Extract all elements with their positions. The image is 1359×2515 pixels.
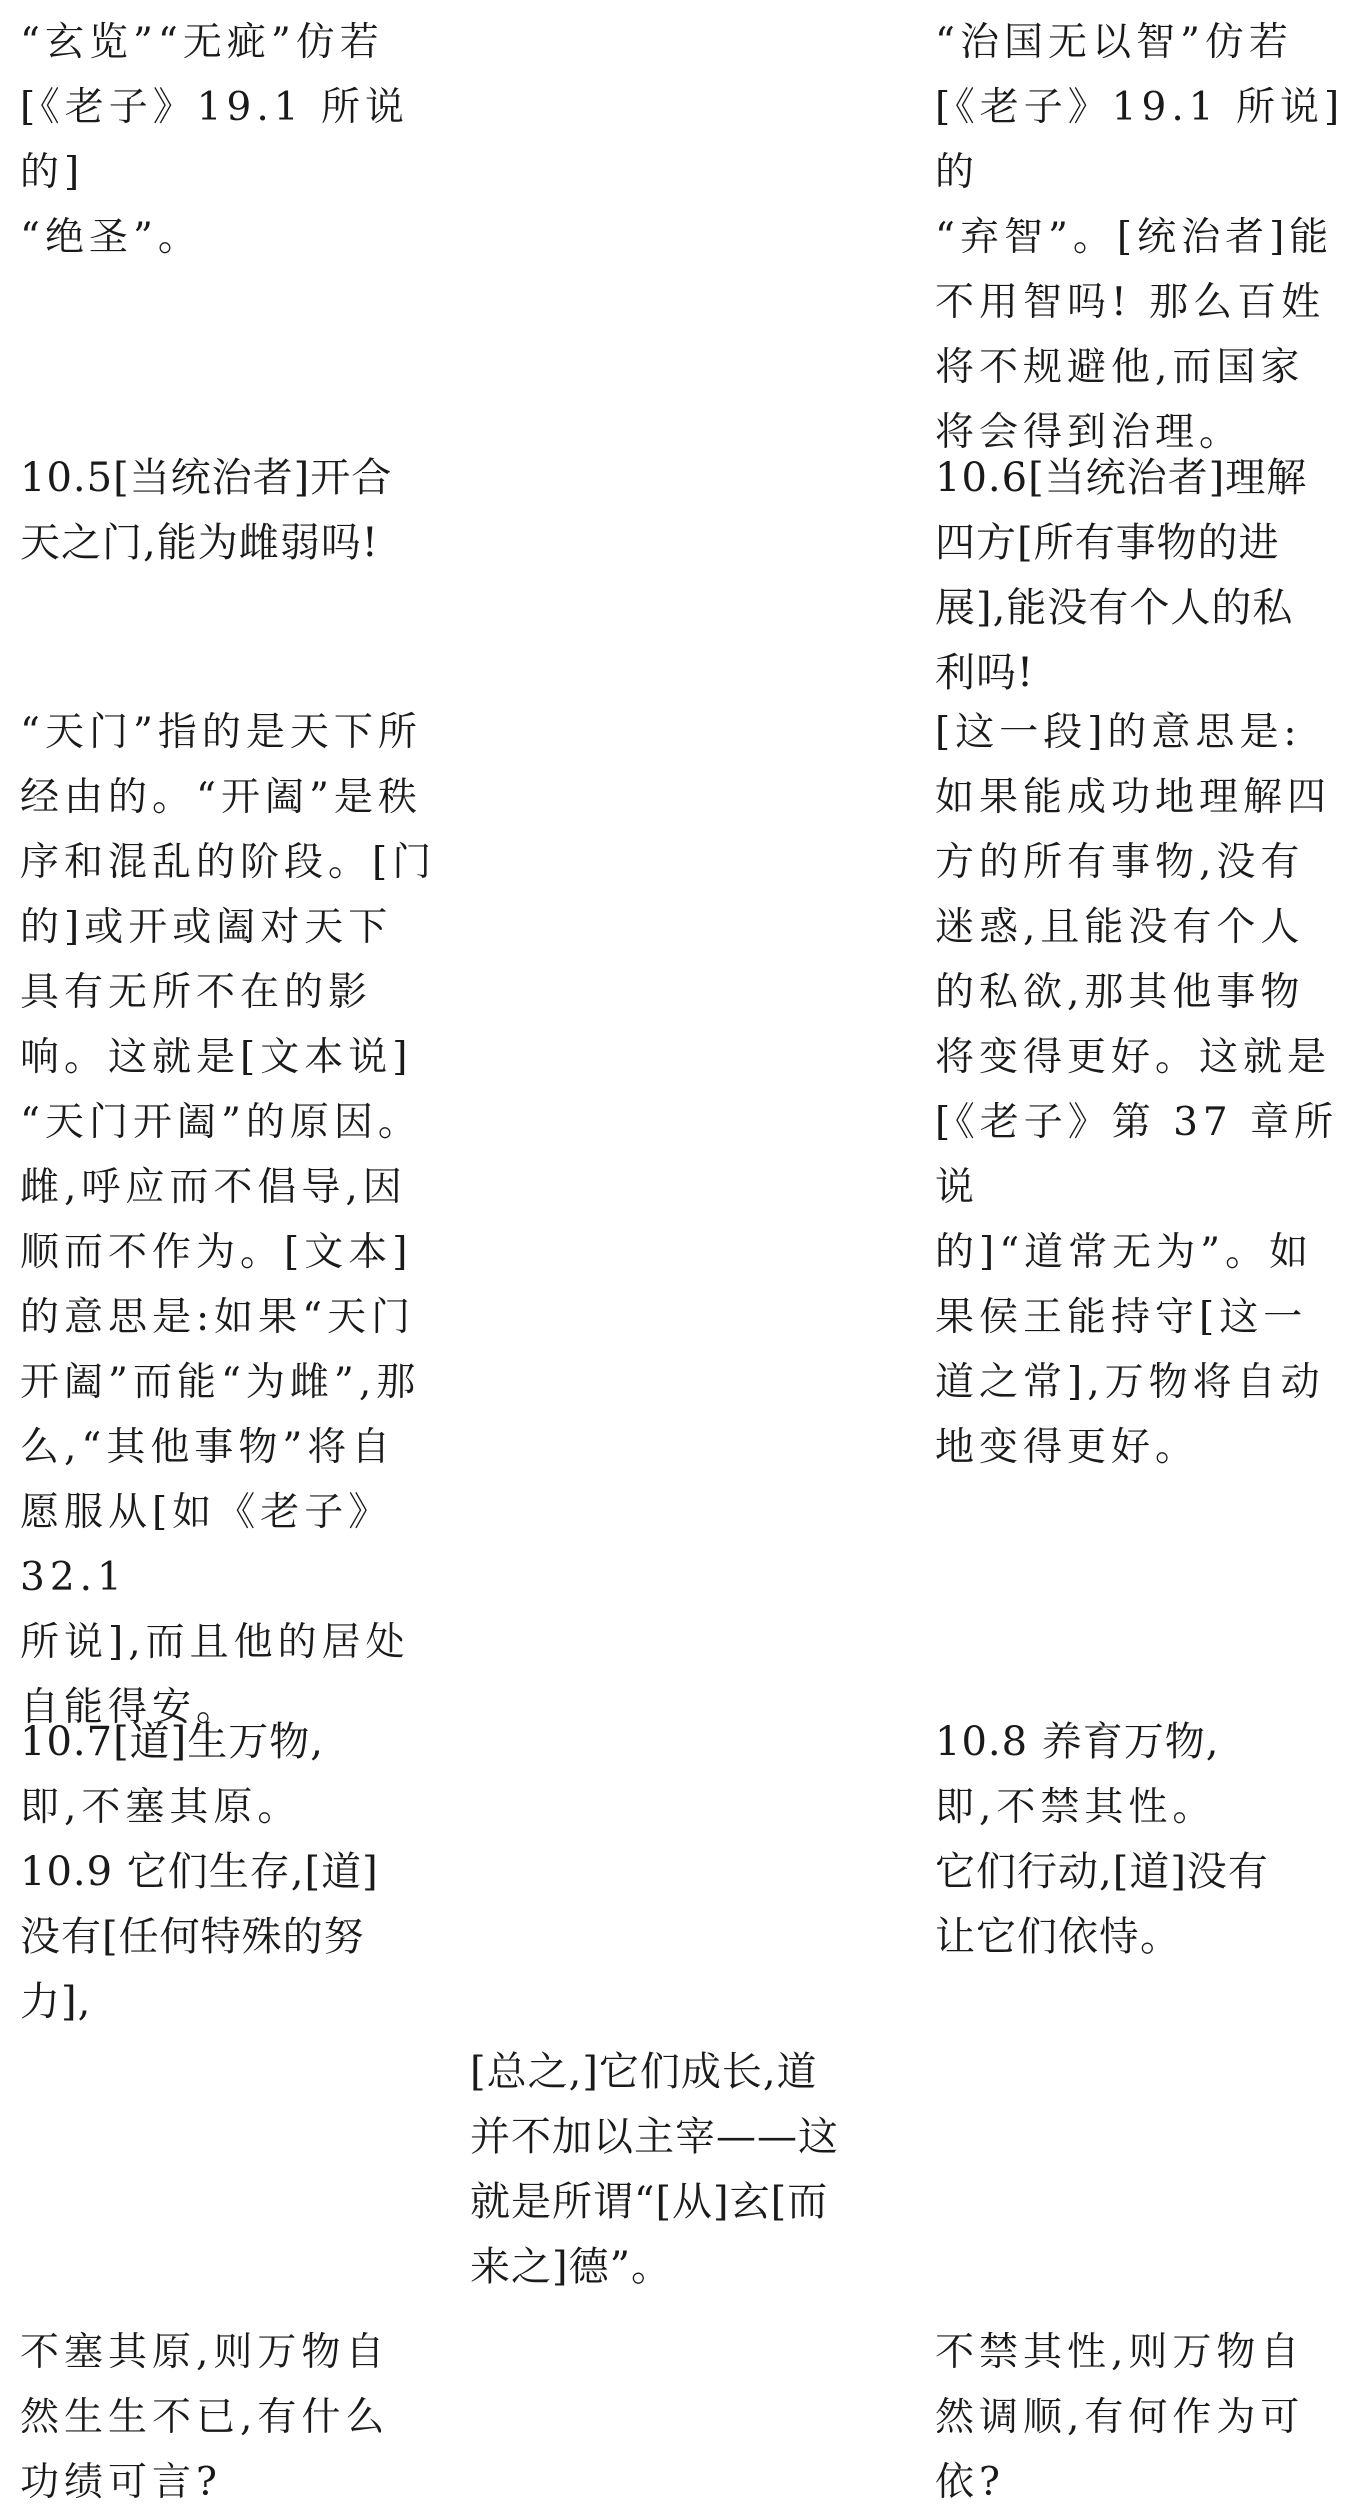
passage-10-6: 10.6[当统治者]理解 四方[所有事物的进 展],能没有个人的私 利吗! <box>935 455 1308 696</box>
passage-conclusion: [总之,]它们成长,道 并不加以主宰——这 就是所谓“[从]玄[而 来之]德”。 <box>470 2049 839 2290</box>
left-closing-commentary: 不塞其原,则万物自 然生生不已,有什么 功绩可言? <box>20 2330 390 2505</box>
commentary-10-6: [这一段]的意思是: 如果能成功地理解四 方的所有事物,没有 迷惑,且能没有个人 的私欲,那其他事物 将变得更好。这就是 [《老子》第 37 章所说 的]“道常无为”。如 果侯王能持守[这一 道之常],万物将自动 地变得更好。 <box>935 710 1339 1470</box>
left-top-commentary: “玄览”“无疵”仿若 [《老子》19.1 所说的] “绝圣”。 <box>20 20 409 260</box>
passage-10-8: 10.8 养育万物, <box>935 1719 1220 1765</box>
passage-10-10: 它们行动,[道]没有 让它们依恃。 <box>935 1849 1269 1960</box>
passage-10-7: 10.7[道]生万物, <box>20 1719 324 1765</box>
right-top-commentary: “治国无以智”仿若 [《老子》19.1 所说]的 “弃智”。[统治者]能 不用智吗! 那么百姓 将不规避他,而国家 将会得到治理。 <box>935 20 1345 455</box>
commentary-10-8: 即,不禁其性。 <box>935 1785 1217 1830</box>
commentary-10-7: 即,不塞其原。 <box>20 1785 302 1830</box>
commentary-10-5: “天门”指的是天下所 经由的。“开阖”是秩 序和混乱的阶段。[门 的]或开或阖对天下 具有无所不在的影 响。这就是[文本说] “天门开阖”的原因。 雌,呼应而不倡导,因 顺而不作为。[文本] 的意思是:如果“天门 开阖”而能“为雌”,那 么,“其他事物”将自 愿服从[如《老子》32.1 所说],而且他的居处 自能得安。 <box>20 710 437 1730</box>
right-closing-commentary: 不禁其性,则万物自 然调顺,有何作为可 依? <box>935 2330 1305 2505</box>
passage-10-5: 10.5[当统治者]开合 天之门,能为雌弱吗! <box>20 455 393 566</box>
passage-10-9: 10.9 它们生存,[道] 没有[任何特殊的努 力], <box>20 1849 379 2025</box>
